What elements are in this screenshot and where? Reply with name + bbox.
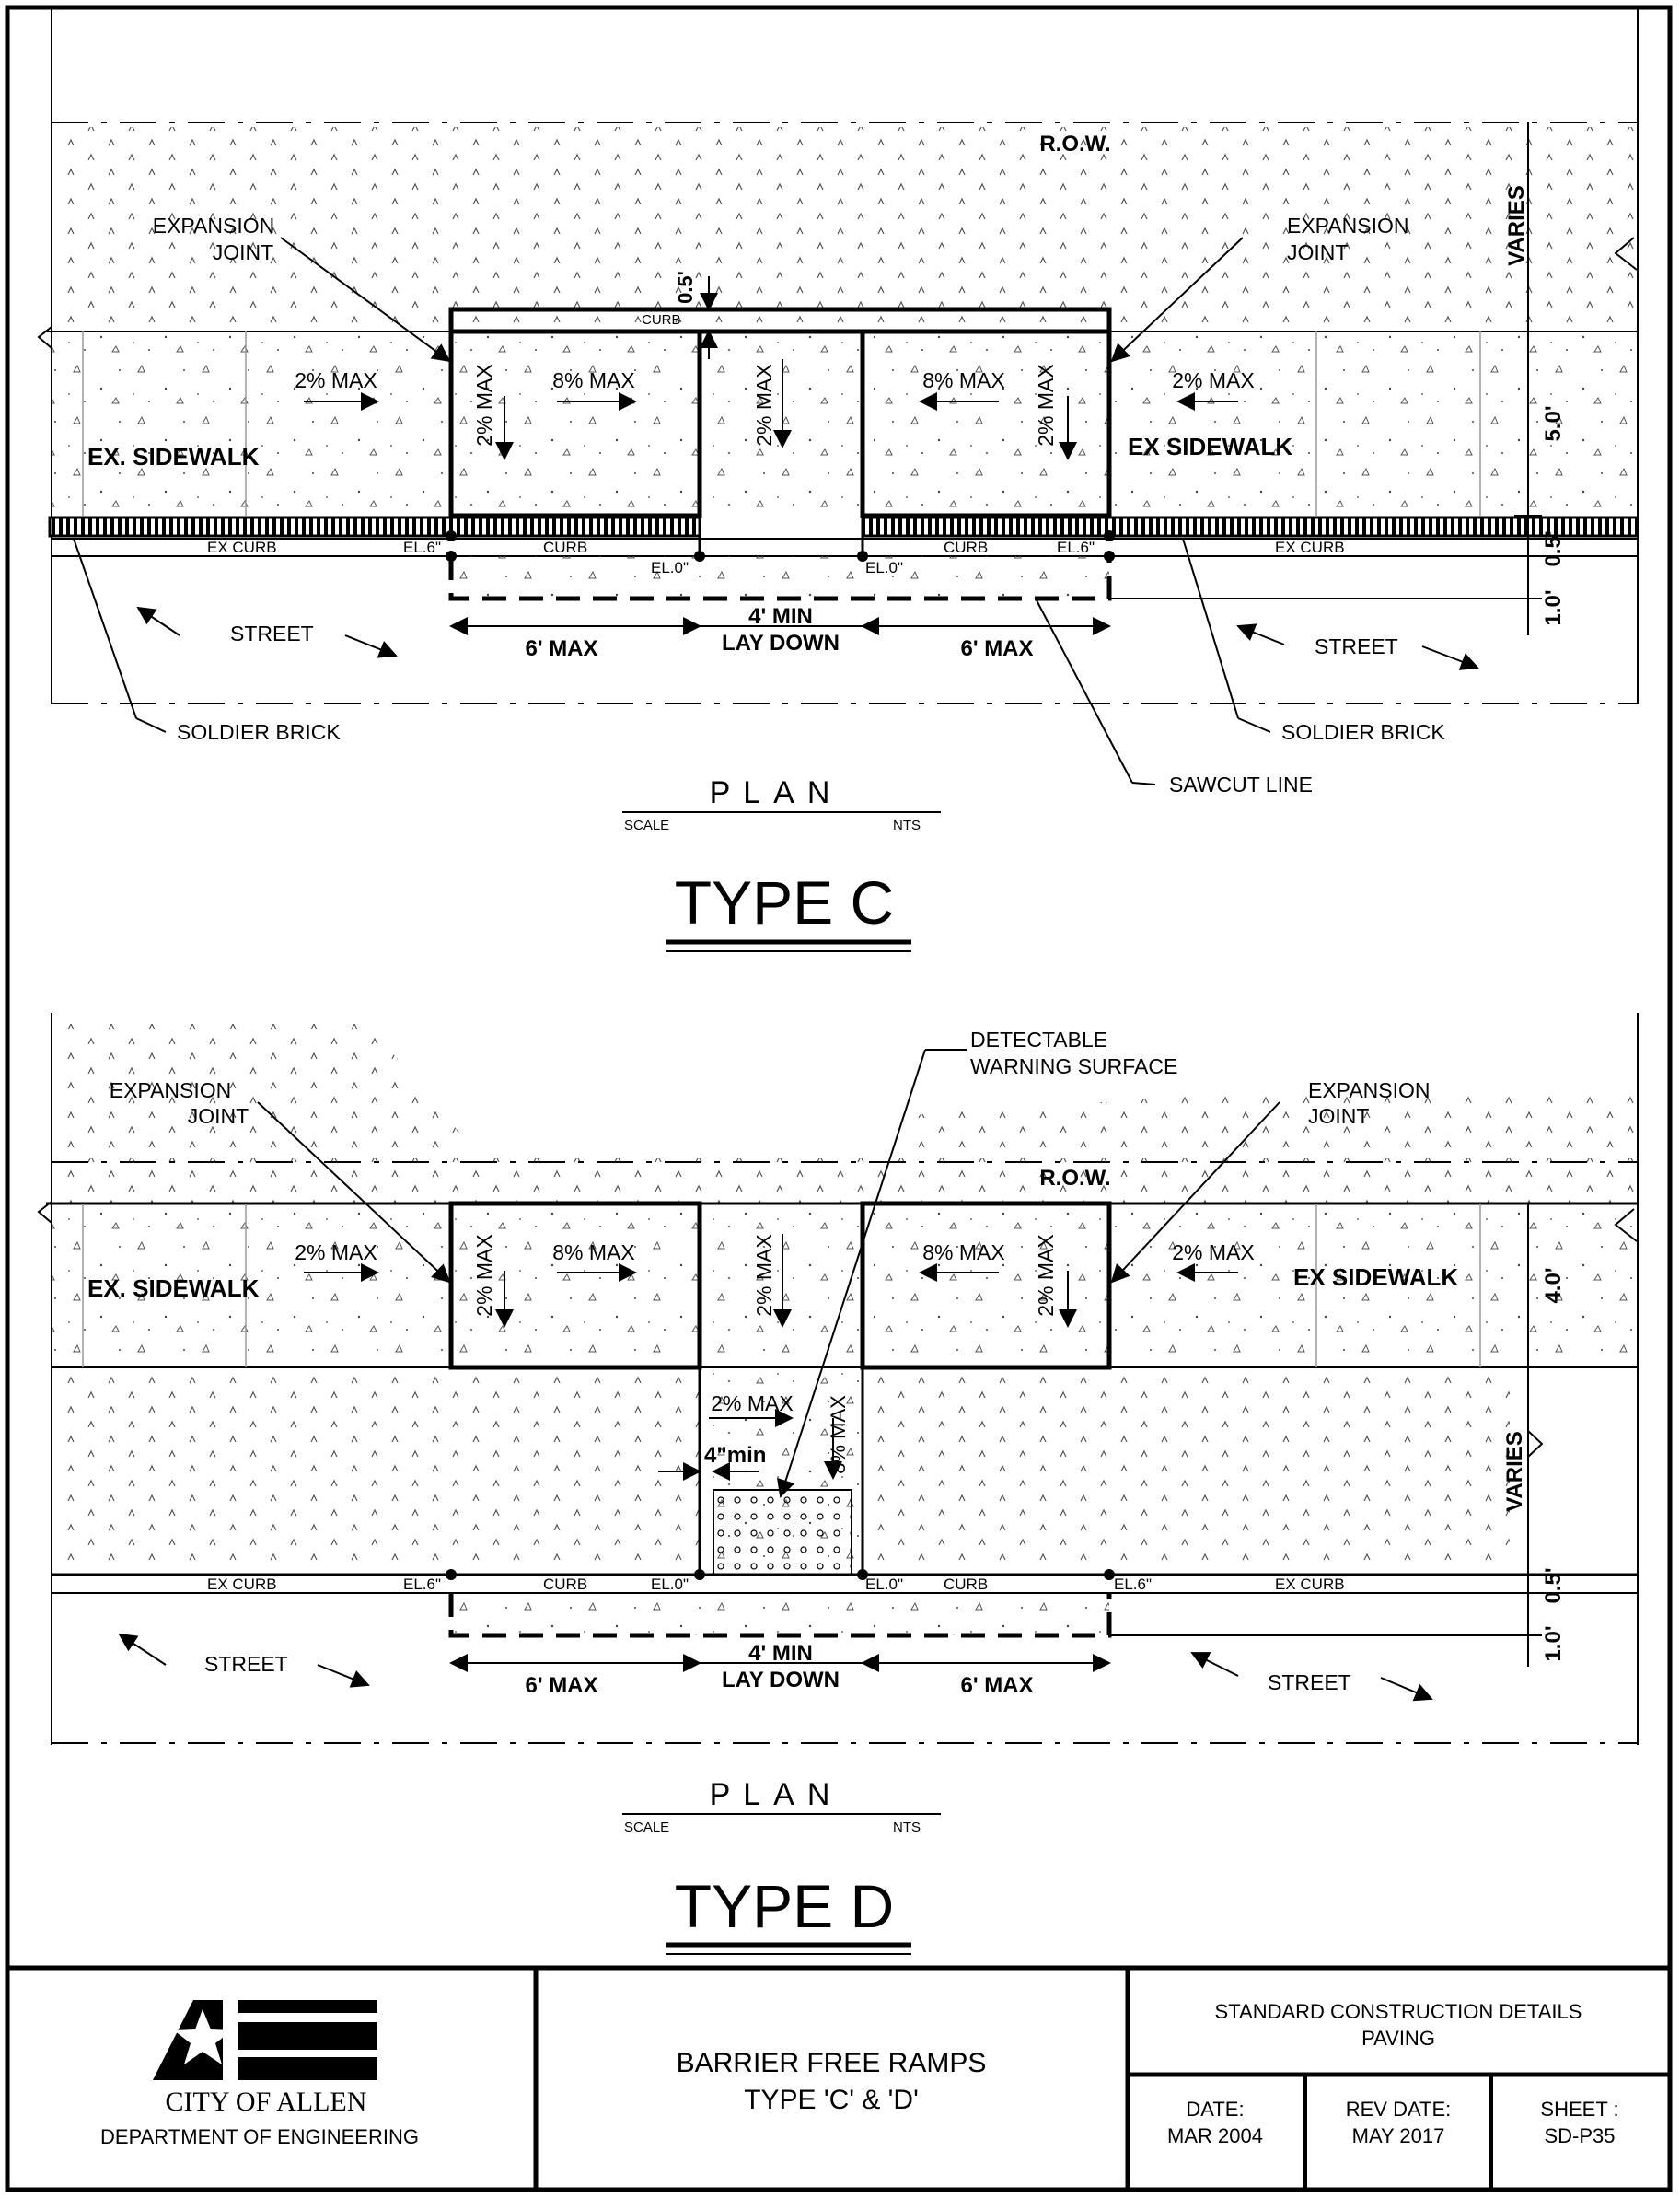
- type-c-plan: [39, 9, 1638, 951]
- dimension-label: 6' MAX: [525, 1673, 598, 1698]
- type-c-title: TYPE C: [674, 868, 895, 936]
- slope-label: 2% MAX: [752, 364, 776, 447]
- elevation-label: EL.0": [651, 1576, 689, 1593]
- ex-sidewalk-label: EX. SIDEWALK: [87, 443, 260, 471]
- ex-sidewalk-label: EX. SIDEWALK: [87, 1274, 260, 1302]
- plan-heading: PLAN: [709, 1777, 843, 1812]
- slope-label: 2% MAX: [1034, 1234, 1058, 1317]
- expansion-joint-label: JOINT: [187, 1104, 249, 1128]
- category-label: STANDARD CONSTRUCTION DETAILS: [1214, 2000, 1582, 2023]
- title-block: [7, 1968, 1670, 2190]
- detectable-warning-surface: [713, 1490, 852, 1575]
- elevation-label: EL.0": [865, 559, 904, 576]
- street-label: STREET: [230, 622, 314, 645]
- dimension-label: 4"min: [704, 1443, 767, 1468]
- dimension-label: 0.5': [1541, 1567, 1566, 1604]
- ex-sidewalk-label: EX SIDEWALK: [1293, 1263, 1459, 1291]
- scale-label: SCALE: [624, 818, 670, 833]
- street-label: STREET: [204, 1652, 288, 1676]
- slope-label: 8% MAX: [827, 1395, 850, 1474]
- curb-label: CURB: [543, 539, 588, 556]
- category-sublabel: PAVING: [1361, 2027, 1435, 2050]
- expansion-joint-label: JOINT: [212, 240, 274, 264]
- varies-label: VARIES: [1504, 185, 1529, 266]
- drawing-title: BARRIER FREE RAMPS: [676, 2048, 987, 2078]
- city-name: CITY OF ALLEN: [165, 2087, 367, 2117]
- dimension-label: 4.0': [1541, 1267, 1566, 1304]
- date-label: DATE:: [1186, 2098, 1245, 2121]
- dimension-label: 6' MAX: [960, 636, 1034, 661]
- elevation-label: EL.0": [865, 1576, 904, 1593]
- expansion-joint-label: JOINT: [1308, 1104, 1370, 1128]
- slope-label: 8% MAX: [552, 368, 635, 392]
- row-label-c: R.O.W.: [1039, 132, 1111, 157]
- soldier-brick-label: SOLDIER BRICK: [1281, 720, 1445, 744]
- type-d-title: TYPE D: [674, 1872, 895, 1940]
- slope-label: 2% MAX: [1034, 364, 1058, 447]
- slope-label: 2% MAX: [1172, 368, 1255, 392]
- slope-label: 2% MAX: [752, 1234, 776, 1317]
- expansion-joint-label: EXPANSION: [1308, 1078, 1431, 1102]
- ex-curb-label: EX CURB: [207, 539, 277, 556]
- dimension-label: 5.0': [1541, 405, 1566, 442]
- curb-label: CURB: [543, 1576, 588, 1593]
- slope-label: 2% MAX: [295, 368, 377, 392]
- type-d-plan: [39, 1013, 1638, 1954]
- dimension-label: 4' MIN: [748, 1641, 813, 1666]
- rev-date-label: REV DATE:: [1345, 2098, 1452, 2121]
- city-of-allen-logo: [153, 2000, 377, 2080]
- sheet-value: SD-P35: [1544, 2124, 1616, 2147]
- elevation-label: EL.0": [651, 559, 689, 576]
- elevation-label: EL.6": [1114, 1576, 1153, 1593]
- expansion-joint-label: JOINT: [1287, 240, 1349, 264]
- plan-heading: PLAN: [709, 775, 843, 810]
- ex-curb-label: EX CURB: [1275, 539, 1345, 556]
- slope-label: 2% MAX: [472, 364, 496, 447]
- detectable-warning-label: DETECTABLE: [970, 1028, 1108, 1052]
- street-label: STREET: [1268, 1670, 1351, 1694]
- ex-sidewalk-label: EX SIDEWALK: [1128, 433, 1293, 460]
- dimension-label: 6' MAX: [525, 636, 598, 661]
- dimension-label: 0.5': [674, 271, 697, 304]
- nts-label: NTS: [893, 1820, 921, 1835]
- curb-label: CURB: [944, 539, 989, 556]
- curb-label: CURB: [642, 312, 681, 328]
- dimension-label: 6' MAX: [960, 1673, 1034, 1698]
- elevation-label: EL.6": [403, 539, 442, 556]
- slope-label: 8% MAX: [552, 1240, 635, 1264]
- slope-label: 2% MAX: [1172, 1240, 1255, 1264]
- slope-label: 2% MAX: [711, 1391, 794, 1415]
- department-name: DEPARTMENT OF ENGINEERING: [100, 2125, 419, 2148]
- rev-date-value: MAY 2017: [1351, 2124, 1445, 2147]
- slope-label: 8% MAX: [922, 368, 1005, 392]
- row-label-d: R.O.W.: [1039, 1166, 1111, 1191]
- detectable-warning-label: WARNING SURFACE: [970, 1054, 1178, 1078]
- drawing-subtitle: TYPE 'C' & 'D': [744, 2085, 919, 2115]
- varies-label: VARIES: [1502, 1431, 1527, 1512]
- dimension-label: 4' MIN: [748, 604, 813, 629]
- nts-label: NTS: [893, 818, 921, 833]
- sawcut-label: SAWCUT LINE: [1169, 773, 1313, 797]
- dimension-label: 1.0': [1541, 1625, 1566, 1662]
- curb-label: CURB: [944, 1576, 989, 1593]
- expansion-joint-label: EXPANSION: [109, 1078, 232, 1102]
- dimension-label: LAY DOWN: [721, 631, 840, 656]
- sheet-label: SHEET :: [1540, 2098, 1619, 2121]
- dimension-label: 1.0': [1541, 589, 1566, 626]
- elevation-label: EL.6": [1057, 539, 1095, 556]
- slope-label: 2% MAX: [295, 1240, 377, 1264]
- street-label: STREET: [1315, 634, 1398, 658]
- expansion-joint-label: EXPANSION: [1287, 214, 1409, 238]
- scale-label: SCALE: [624, 1820, 670, 1835]
- ex-curb-label: EX CURB: [207, 1576, 277, 1593]
- dimension-label: 0.5': [1541, 530, 1566, 567]
- expansion-joint-label: EXPANSION: [152, 214, 275, 238]
- dimension-label: LAY DOWN: [721, 1668, 840, 1692]
- slope-label: 2% MAX: [472, 1234, 496, 1317]
- elevation-label: EL.6": [403, 1576, 442, 1593]
- soldier-brick-label: SOLDIER BRICK: [177, 720, 341, 744]
- ex-curb-label: EX CURB: [1275, 1576, 1345, 1593]
- date-value: MAR 2004: [1167, 2124, 1263, 2147]
- slope-label: 8% MAX: [922, 1240, 1005, 1264]
